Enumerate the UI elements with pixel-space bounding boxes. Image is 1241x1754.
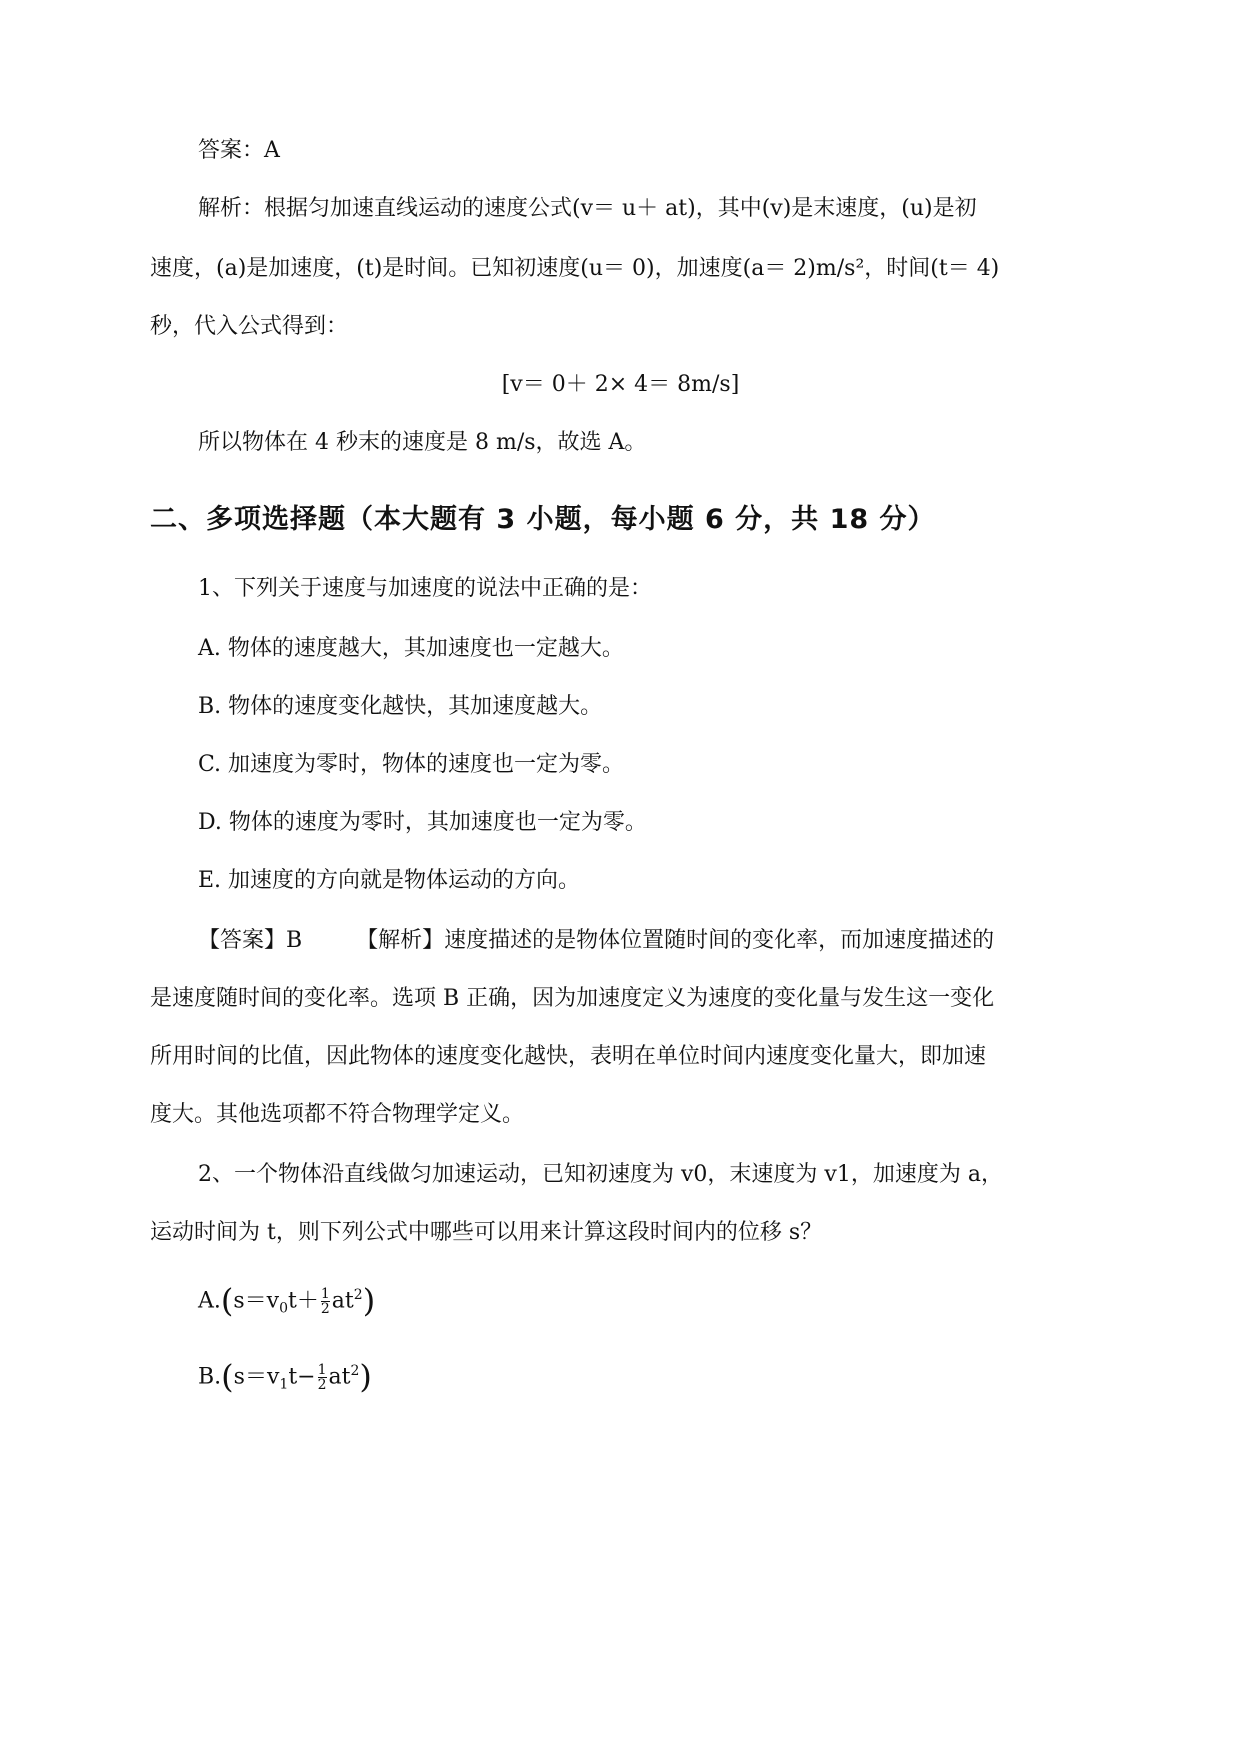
q1-explanation-line-4: 度大。其他选项都不符合物理学定义。	[150, 1102, 525, 1127]
q2-stem-line-2: 运动时间为 t，则下列公式中哪些可以用来计算这段时间内的位移 s？	[150, 1220, 823, 1245]
q2-stem-line-1: 2、一个物体沿直线做匀加速运动，已知初速度为 v0，末速度为 v1，加速度为 a，	[198, 1162, 1003, 1187]
fraction-one-half: $\frac{1}{2}$	[320, 1285, 330, 1317]
velocity-formula: [v＝ 0＋ 2× 4＝ 8m/s]	[501, 372, 740, 397]
q1-answer: 【答案】B	[198, 928, 303, 953]
q1-option-a: A. 物体的速度越大，其加速度也一定越大。	[198, 636, 624, 661]
q2-option-b: $B.(s=v_1t-$ $\frac{1}{2}$ $at^2$)	[198, 1357, 372, 1396]
q1-stem: 1、下列关于速度与加速度的说法中正确的是：	[198, 576, 652, 601]
q1-explanation-first: 【解析】速度描述的是物体位置随时间的变化率，而加速度描述的	[356, 928, 995, 953]
q1-explanation-line-3: 所用时间的比值，因此物体的速度变化越快，表明在单位时间内速度变化量大，即加速	[150, 1044, 987, 1069]
prev-explanation-line-1: 解析：根据匀加速直线运动的速度公式(v＝ u＋ at)，其中(v)是末速度，(u)是初	[198, 196, 977, 221]
prev-answer-label: 答案：A	[198, 138, 280, 163]
q1-option-e: E. 加速度的方向就是物体运动的方向。	[198, 868, 581, 893]
fraction-one-half: $\frac{1}{2}$	[317, 1361, 327, 1393]
prev-explanation-line-2: 速度，(a)是加速度，(t)是时间。已知初速度(u＝ 0)，加速度(a＝ 2)m/s²，时间(t＝ 4)	[150, 256, 1000, 281]
q1-option-c: C. 加速度为零时，物体的速度也一定为零。	[198, 752, 625, 777]
q2-option-a: $A.(s=v_0t+$ $\frac{1}{2}$ $at^2$)	[198, 1281, 376, 1320]
section-title: 二、多项选择题（本大题有 3 小题，每小题 6 分，共 18 分）	[150, 504, 936, 535]
q1-explanation-line-2: 是速度随时间的变化率。选项 B 正确，因为加速度定义为速度的变化量与发生这一变化	[150, 986, 995, 1011]
q1-option-d: D. 物体的速度为零时，其加速度也一定为零。	[198, 810, 647, 835]
prev-explanation-line-3: 秒，代入公式得到：	[150, 314, 349, 339]
q1-answer-line	[198, 926, 994, 956]
prev-conclusion: 所以物体在 4 秒末的速度是 8 m/s，故选 A。	[198, 430, 647, 455]
q1-option-b: B. 物体的速度变化越快，其加速度越大。	[198, 694, 603, 719]
